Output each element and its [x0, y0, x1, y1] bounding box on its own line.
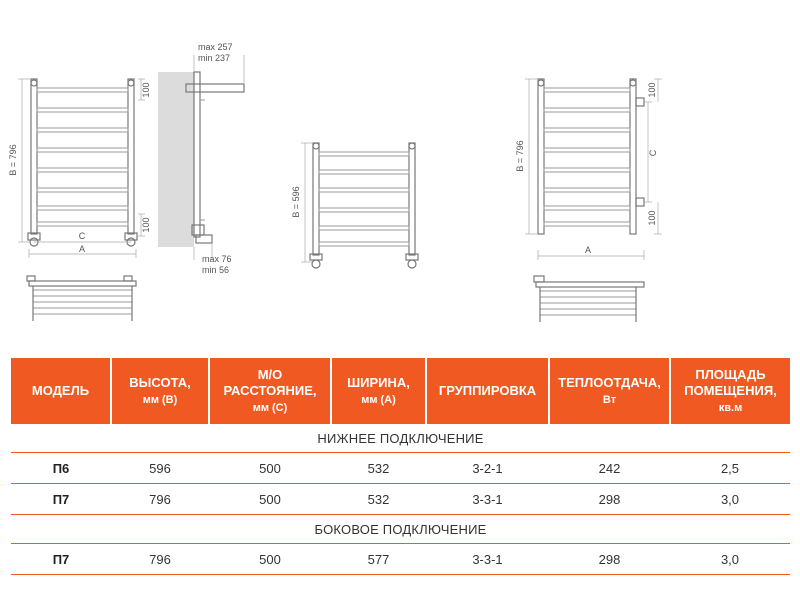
height-dim-label-596: В = 596: [291, 186, 301, 218]
header-height: ВЫСОТА, мм (В): [111, 358, 209, 424]
header-room-area: ПЛОЩАДЬ ПОМЕЩЕНИЯ, кв.м: [670, 358, 790, 424]
cell-heat-output: 242: [549, 453, 670, 484]
table-row: [11, 484, 790, 515]
specifications-table: [11, 358, 790, 575]
cell-width: 577: [331, 544, 426, 575]
side-view: [158, 42, 244, 275]
min-depth-bottom-label: min 56: [202, 265, 230, 275]
header-heat-output: ТЕПЛООТДАЧА, Вт: [549, 358, 670, 424]
cell-heat-output: 298: [549, 544, 670, 575]
cell-room-area: 2,5: [670, 453, 790, 484]
front-view-bottom-connection: [8, 79, 151, 258]
cell-room-area: 3,0: [670, 484, 790, 515]
cell-grouping: 3-3-1: [426, 484, 549, 515]
height-dim-label-side: В = 796: [515, 140, 525, 172]
width-label-side: А: [584, 245, 592, 255]
center-distance-label-side: С: [648, 149, 658, 157]
cell-grouping: 3-2-1: [426, 453, 549, 484]
cell-center-distance: 500: [209, 453, 331, 484]
top-offset-label-side: 100: [647, 82, 657, 98]
max-depth-bottom-label: max 76: [202, 254, 232, 264]
cell-height: 796: [111, 484, 209, 515]
cell-room-area: 3,0: [670, 544, 790, 575]
max-depth-top-label: max 257: [198, 42, 233, 52]
header-center-distance: М/О РАССТОЯНИЕ, мм (С): [209, 358, 331, 424]
section-title-side: БОКОВОЕ ПОДКЛЮЧЕНИЕ: [11, 515, 790, 544]
table-row: [11, 453, 790, 484]
min-depth-top-label: min 237: [198, 53, 231, 63]
cell-width: 532: [331, 453, 426, 484]
header-model: МОДЕЛЬ: [11, 358, 111, 424]
front-view-596: [291, 143, 418, 268]
cell-grouping: 3-3-1: [426, 544, 549, 575]
cell-model: П6: [11, 453, 111, 484]
top-offset-label: 100: [141, 82, 151, 98]
table-header-row: [11, 358, 790, 424]
front-view-side-connection: [515, 79, 662, 260]
top-view-2: [534, 276, 644, 322]
section-title-bottom: НИЖНЕЕ ПОДКЛЮЧЕНИЕ: [11, 424, 790, 453]
top-view-1: [27, 276, 136, 321]
height-dim-label: В = 796: [8, 144, 18, 176]
cell-width: 532: [331, 484, 426, 515]
cell-model: П7: [11, 544, 111, 575]
cell-center-distance: 500: [209, 484, 331, 515]
width-label: А: [78, 244, 86, 254]
table-row: [11, 544, 790, 575]
cell-height: 796: [111, 544, 209, 575]
header-width: ШИРИНА, мм (А): [331, 358, 426, 424]
cell-height: 596: [111, 453, 209, 484]
cell-heat-output: 298: [549, 484, 670, 515]
bottom-offset-label: 100: [141, 217, 151, 233]
cell-center-distance: 500: [209, 544, 331, 575]
section-row-bottom: [11, 424, 790, 453]
bottom-offset-label-side: 100: [647, 210, 657, 226]
header-grouping: ГРУППИРОВКА: [426, 358, 549, 424]
section-row-side: [11, 515, 790, 544]
center-distance-label: С: [78, 231, 86, 241]
cell-model: П7: [11, 484, 111, 515]
